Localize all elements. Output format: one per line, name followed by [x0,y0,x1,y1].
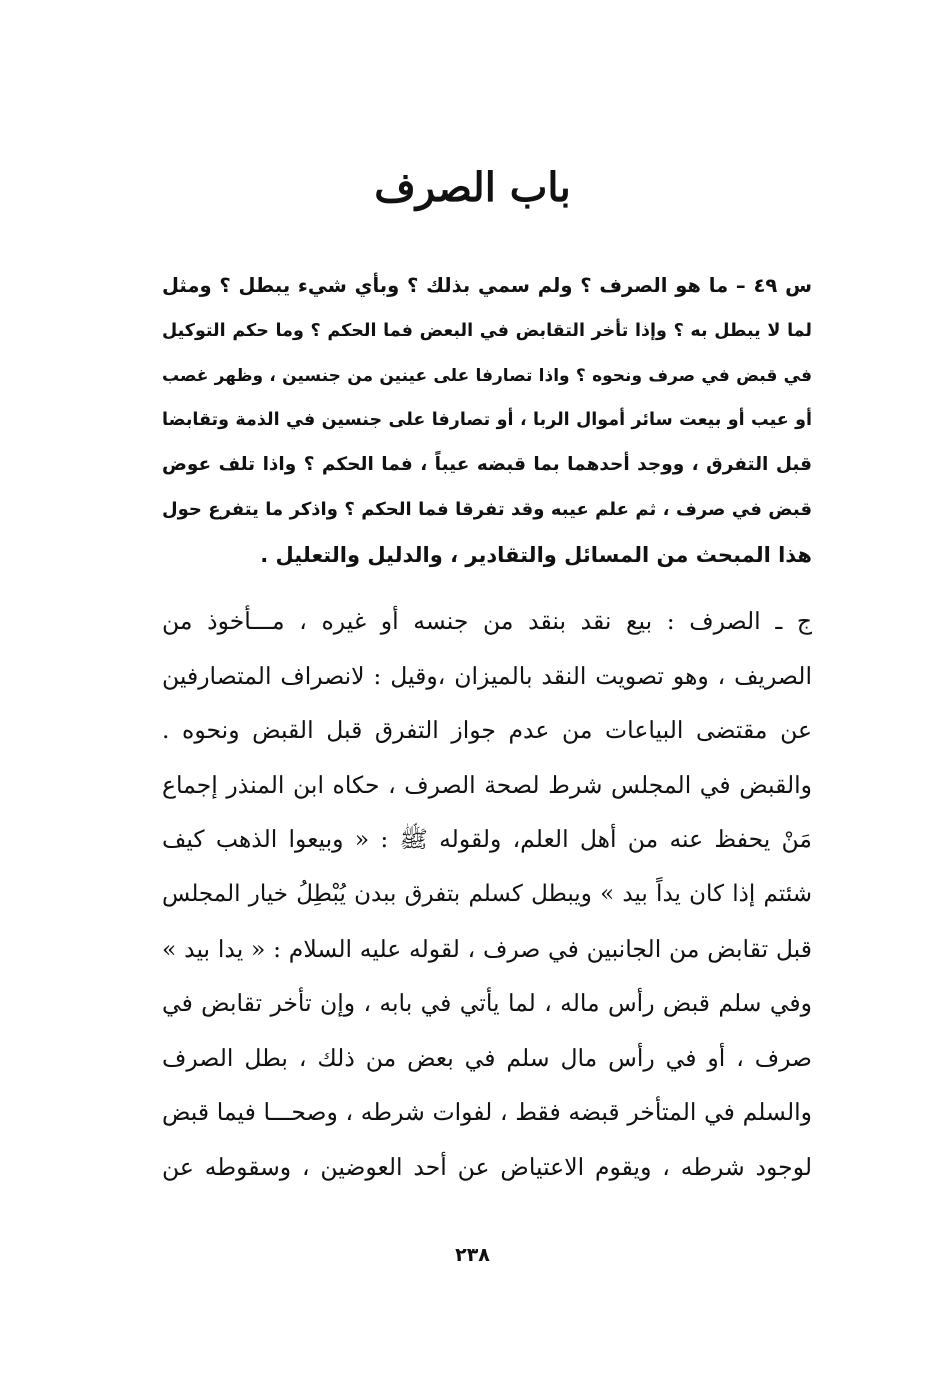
question-line: قبل التفرق ، ووجد أحدهما بما قبضه عيباً ، فما الحكم ؟ واذا تلف عوض [162,454,812,476]
answer-line: والسلم في المتأخر قبضه فقط ، لفوات شرطه ، وصحـــا فيما قبض [162,1098,812,1127]
question-line: س ٤٩ – ما هو الصرف ؟ ولم سمي بذلك ؟ وبأي شيء يبطل ؟ ومثل [162,274,812,297]
answer-line: ج ـ الصرف : بيع نقد بنقد من جنسه أو غيره ، مـــأخوذ من [162,607,812,635]
answer-line: عن مقتضى البياعات من عدم جواز التفرق قبل القبض ونحوه . [162,716,812,745]
question-paragraph [162,264,812,578]
question-line: قبض في صرف ، ثم علم عيبه وقد تفرقا فما الحكم ؟ واذكر ما يتفرع حول [162,498,812,520]
answer-line: وفي سلم قبض رأس ماله ، لما يأتي في بابه ، وإن تأخر تقابض في [162,989,812,1018]
answer-paragraph [162,594,812,1195]
chapter-title: باب الصرف [374,164,571,211]
answer-line: قبل تقابض من الجانبين في صرف ، لقوله عليه السلام : « يدا بيد » [162,934,812,963]
answer-line: الصريف ، وهو تصويت النقد بالميزان ،وقيل : لانصراف المتصارفين [162,661,812,690]
question-line: لما لا يبطل به ؟ وإذا تأخر التقابض في البعض فما الحكم ؟ وما حكم التوكيل [162,320,812,341]
answer-line: صرف ، أو في رأس مال سلم في بعض من ذلك ، بطل الصرف [162,1043,812,1072]
question-line: هذا المبحث من المسائل والتقادير ، والدليل والتعليل . [260,542,812,567]
page-number: ٢٣٨ [455,1244,490,1266]
answer-line: شئتم إذا كان يداً بيد » ويبطل كسلم بتفرق ببدن يُبْطِلُ خيار المجلس [162,880,812,907]
question-line: أو عيب أو بيعت سائر أموال الربا ، أو تصارفا على جنسين في الذمة وتقابضا [162,410,812,431]
answer-line: لوجود شرطه ، ويقوم الاعتياض عن أحد العوضين ، وسقوطه عن [162,1152,812,1181]
answer-line: مَنْ يحفظ عنه من أهل العلم، ولقوله ﷺ : « وبيعوا الذهب كيف [162,825,812,854]
answer-line: والقبض في المجلس شرط لصحة الصرف ، حكاه ابن المنذر إجماع [162,770,812,799]
question-line: في قبض في صرف ونحوه ؟ واذا تصارفا على عينين من جنسين ، وظهر غصب [162,365,812,386]
